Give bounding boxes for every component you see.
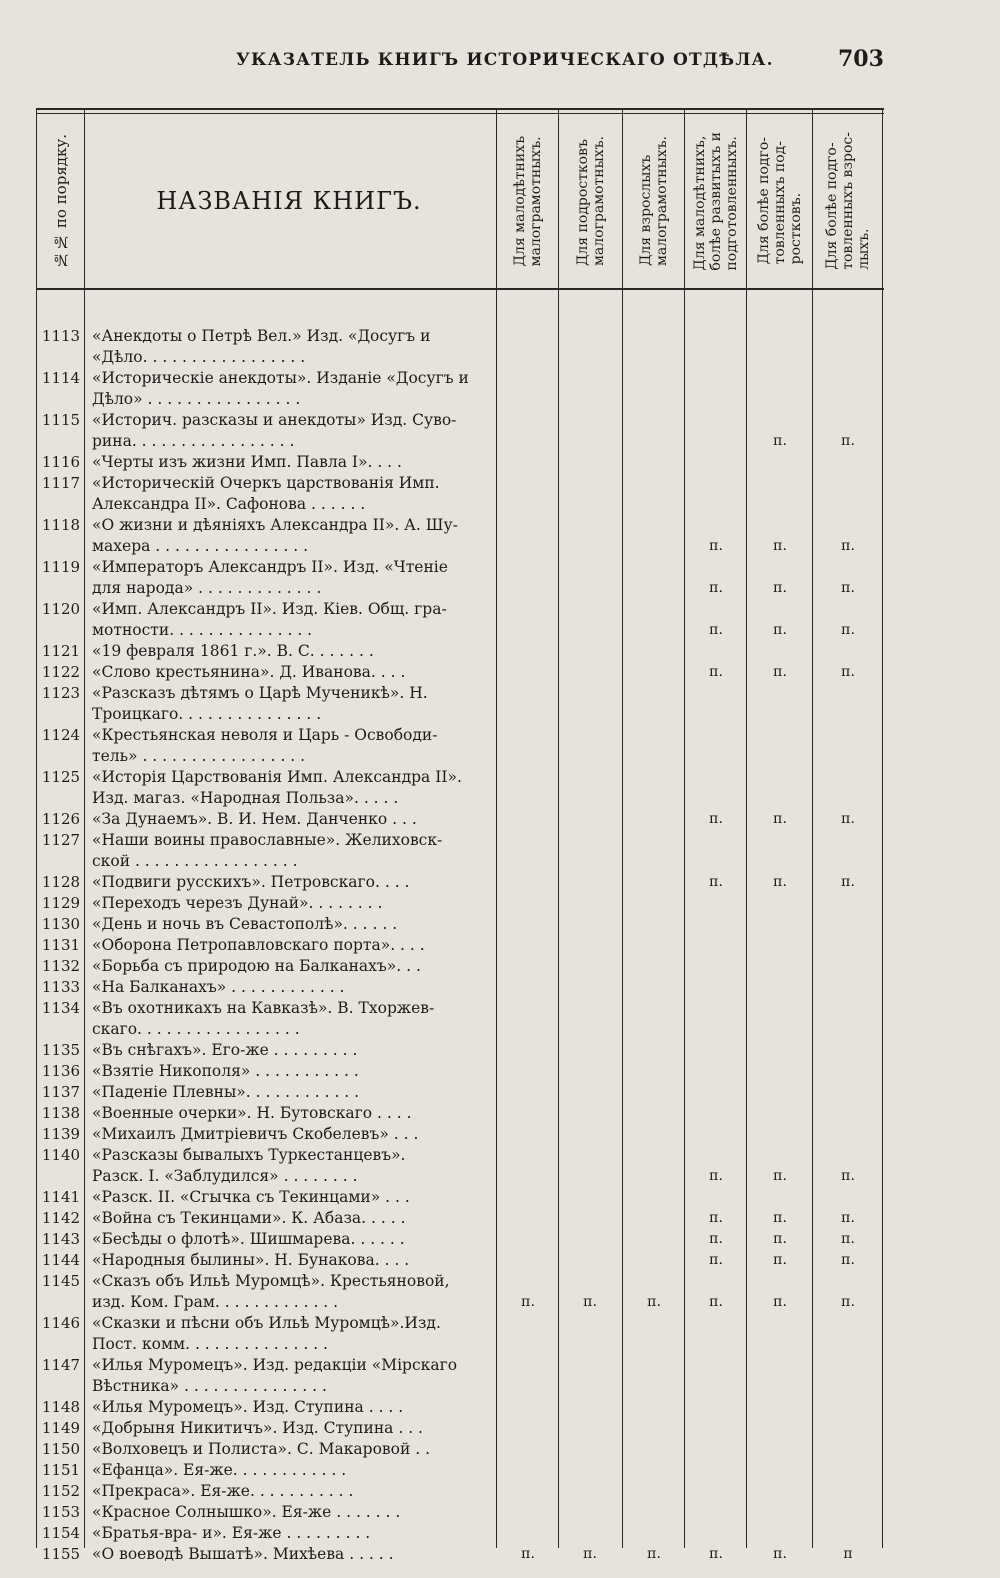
number-column-label: №№ по порядку. <box>52 133 70 269</box>
row-number: 1143 <box>41 1230 81 1248</box>
book-title: «Крестьянская неволя и Царь - Освободи- тель» . . . . . . . . . . . . . . . . . <box>92 726 438 765</box>
audience-mark: п. <box>773 580 787 596</box>
row-number: 1115 <box>41 411 81 429</box>
audience-mark: п. <box>709 1546 723 1562</box>
row-number: 1116 <box>41 453 81 471</box>
book-title: «Бесѣды о флотѣ». Шишмарева. . . . . . <box>92 1230 405 1248</box>
audience-mark: п. <box>773 1546 787 1562</box>
table-row <box>36 1355 884 1397</box>
table-row <box>36 515 884 557</box>
table-row <box>36 1271 884 1313</box>
audience-mark: п. <box>841 538 855 554</box>
book-title: «Имп. Александръ II». Изд. Кіев. Общ. гра- мотности. . . . . . . . . . . . . . . <box>92 600 447 639</box>
row-number: 1152 <box>41 1482 81 1500</box>
table-top-rule <box>36 108 884 110</box>
audience-mark: п. <box>841 1168 855 1184</box>
book-title: «19 февраля 1861 г.». В. С. . . . . . . <box>92 642 374 660</box>
audience-column-header <box>624 114 684 288</box>
audience-column-label: Для болѣе подго- товленныхъ под- ростковъ. <box>756 137 804 265</box>
book-title: «Сказки и пѣсни объ Ильѣ Муромцѣ».Изд. Пост. комм. . . . . . . . . . . . . . . <box>92 1314 441 1353</box>
book-title: «Взятіе Никополя» . . . . . . . . . . . <box>92 1062 359 1080</box>
row-number: 1119 <box>41 558 81 576</box>
book-title: «Подвиги русскихъ». Петровскаго. . . . <box>92 873 410 891</box>
row-number: 1126 <box>41 810 81 828</box>
row-number: 1125 <box>41 768 81 786</box>
row-number: 1132 <box>41 957 81 975</box>
table-row <box>36 767 884 809</box>
audience-mark: п. <box>841 1252 855 1268</box>
table-row <box>36 1544 884 1565</box>
audience-mark: п. <box>521 1294 535 1310</box>
audience-column-header <box>560 114 622 288</box>
book-title: «О жизни и дѣяніяхъ Александра II». А. Шу- махера . . . . . . . . . . . . . . . . <box>92 516 458 555</box>
book-title: «Сказъ объ Ильѣ Муромцѣ». Крестьяновой, изд. Ком. Грам. . . . . . . . . . . . . <box>92 1272 450 1311</box>
audience-mark: п. <box>841 433 855 449</box>
table-row <box>36 893 884 914</box>
audience-mark: п. <box>709 874 723 890</box>
table-row <box>36 1397 884 1418</box>
row-number: 1149 <box>41 1419 81 1437</box>
table-row <box>36 1481 884 1502</box>
audience-column-label: Для болѣе подго- товленныхъ взрос- лыхъ. <box>824 132 872 270</box>
book-title: «Борьба съ природою на Балканахъ». . . <box>92 957 421 975</box>
audience-mark: п. <box>773 811 787 827</box>
table-row <box>36 1124 884 1145</box>
table-row <box>36 1208 884 1229</box>
audience-mark: п. <box>709 622 723 638</box>
book-title: «Разсказъ дѣтямъ о Царѣ Мученикѣ». Н. Троицкаго. . . . . . . . . . . . . . . <box>92 684 428 723</box>
audience-mark: п. <box>709 1231 723 1247</box>
book-title: «Наши воины православные». Желиховск- ской . . . . . . . . . . . . . . . . . <box>92 831 443 870</box>
row-number: 1137 <box>41 1083 81 1101</box>
audience-mark: п. <box>709 811 723 827</box>
book-title: «Паденіе Плевны». . . . . . . . . . . . <box>92 1083 360 1101</box>
number-column-header <box>40 114 82 288</box>
audience-mark: п. <box>841 874 855 890</box>
audience-mark: п. <box>841 580 855 596</box>
table-row <box>36 872 884 893</box>
book-title: «Переходъ черезъ Дунай». . . . . . . . <box>92 894 383 912</box>
table-row <box>36 1418 884 1439</box>
row-number: 1133 <box>41 978 81 996</box>
table-row <box>36 914 884 935</box>
row-number: 1139 <box>41 1125 81 1143</box>
audience-column-header <box>814 114 882 288</box>
row-number: 1127 <box>41 831 81 849</box>
table-row <box>36 1103 884 1124</box>
table-row <box>36 473 884 515</box>
audience-mark: п. <box>841 1294 855 1310</box>
table-row <box>36 1523 884 1544</box>
book-title: «Народныя былины». Н. Бунакова. . . . <box>92 1251 410 1269</box>
book-title: «Ефанца». Ея-же. . . . . . . . . . . . <box>92 1461 347 1479</box>
audience-mark: п. <box>709 1294 723 1310</box>
book-title: «День и ночь въ Севастополѣ». . . . . . <box>92 915 398 933</box>
row-number: 1129 <box>41 894 81 912</box>
audience-mark: п. <box>841 664 855 680</box>
row-number: 1136 <box>41 1062 81 1080</box>
book-title: «Илья Муромецъ». Изд. Ступина . . . . <box>92 1398 404 1416</box>
book-title: «Братья-вра- и». Ея-же . . . . . . . . . <box>92 1524 371 1542</box>
book-title: «Военные очерки». Н. Бутовскаго . . . . <box>92 1104 412 1122</box>
table-row <box>36 410 884 452</box>
audience-mark: п. <box>647 1546 661 1562</box>
row-number: 1122 <box>41 663 81 681</box>
table-row <box>36 683 884 725</box>
audience-column-header <box>748 114 812 288</box>
book-title: «За Дунаемъ». В. И. Нем. Данченко . . . <box>92 810 417 828</box>
audience-mark: п. <box>773 1294 787 1310</box>
table-row <box>36 557 884 599</box>
running-header: УКАЗАТЕЛЬ КНИГЪ ИСТОРИЧЕСКАГО ОТДѢЛА. <box>236 50 774 70</box>
row-number: 1147 <box>41 1356 81 1374</box>
table-row <box>36 1502 884 1523</box>
audience-mark: п. <box>709 1210 723 1226</box>
audience-mark: п. <box>841 1231 855 1247</box>
book-title: «Историческіе анекдоты». Изданіе «Досугъ и Дѣло» . . . . . . . . . . . . . . . . <box>92 369 469 408</box>
book-title: «Анекдоты о Петрѣ Вел.» Изд. «Досугъ и «Дѣло. . . . . . . . . . . . . . . . . <box>92 327 431 366</box>
row-number: 1150 <box>41 1440 81 1458</box>
audience-mark: п. <box>709 664 723 680</box>
audience-mark: п. <box>583 1546 597 1562</box>
audience-column-label: Для малодѣтнихъ, болѣе развитыхъ и подготовленныхъ. <box>692 131 740 271</box>
row-number: 1117 <box>41 474 81 492</box>
row-number: 1145 <box>41 1272 81 1290</box>
table-row <box>36 1229 884 1250</box>
table-row <box>36 935 884 956</box>
row-number: 1118 <box>41 516 81 534</box>
audience-column-header <box>686 114 746 288</box>
audience-column-label: Для взрослыхъ малограмотныхъ. <box>638 136 670 266</box>
row-number: 1134 <box>41 999 81 1017</box>
audience-mark: п. <box>583 1294 597 1310</box>
table-row <box>36 599 884 641</box>
audience-column-label: Для малодѣтнихъ малограмотныхъ. <box>512 135 544 267</box>
row-number: 1123 <box>41 684 81 702</box>
book-title: «Прекраса». Ея-же. . . . . . . . . . . <box>92 1482 354 1500</box>
table-row <box>36 1313 884 1355</box>
row-number: 1113 <box>41 327 81 345</box>
table-row <box>36 998 884 1040</box>
book-title: «Историч. разсказы и анекдоты» Изд. Суво- рина. . . . . . . . . . . . . . . . . <box>92 411 457 450</box>
audience-mark: п. <box>773 664 787 680</box>
table-row <box>36 452 884 473</box>
table-row <box>36 1061 884 1082</box>
book-title: «Волховецъ и Полиста». С. Макаровой . . <box>92 1440 431 1458</box>
row-number: 1153 <box>41 1503 81 1521</box>
audience-mark: п. <box>709 538 723 554</box>
row-number: 1124 <box>41 726 81 744</box>
audience-mark: п. <box>773 1168 787 1184</box>
title-column-header: НАЗВАНІЯ КНИГЪ. <box>156 187 422 215</box>
row-number: 1154 <box>41 1524 81 1542</box>
audience-mark: п. <box>773 622 787 638</box>
book-title: «Добрыня Никитичъ». Изд. Ступина . . . <box>92 1419 423 1437</box>
audience-mark: п. <box>773 1210 787 1226</box>
table-row <box>36 662 884 683</box>
row-number: 1135 <box>41 1041 81 1059</box>
book-title: «Историческій Очеркъ царствованія Имп. Александра II». Сафонова . . . . . . <box>92 474 440 513</box>
audience-mark: п. <box>773 874 787 890</box>
table-row <box>36 1187 884 1208</box>
table-row <box>36 1082 884 1103</box>
audience-mark: п. <box>709 1168 723 1184</box>
book-title: «Въ снѣгахъ». Его-же . . . . . . . . . <box>92 1041 358 1059</box>
table-row <box>36 830 884 872</box>
row-number: 1155 <box>41 1545 81 1563</box>
audience-mark: п. <box>841 622 855 638</box>
row-number: 1138 <box>41 1104 81 1122</box>
row-number: 1130 <box>41 915 81 933</box>
audience-mark: п. <box>709 580 723 596</box>
book-index-table <box>36 108 884 1563</box>
row-number: 1148 <box>41 1398 81 1416</box>
audience-mark: п. <box>773 1252 787 1268</box>
page-number: 703 <box>838 46 884 72</box>
row-number: 1121 <box>41 642 81 660</box>
header-bottom-rule <box>36 288 884 290</box>
audience-mark: п. <box>521 1546 535 1562</box>
book-title: «Красное Солнышко». Ея-же . . . . . . . <box>92 1503 401 1521</box>
table-row <box>36 1145 884 1187</box>
row-number: 1141 <box>41 1188 81 1206</box>
audience-mark: п. <box>841 1210 855 1226</box>
audience-mark: п. <box>773 538 787 554</box>
row-number: 1128 <box>41 873 81 891</box>
book-title: «Оборона Петропавловскаго порта». . . . <box>92 936 425 954</box>
row-number: 1140 <box>41 1146 81 1164</box>
row-number: 1146 <box>41 1314 81 1332</box>
table-row <box>36 1040 884 1061</box>
table-row <box>36 368 884 410</box>
audience-mark: п. <box>647 1294 661 1310</box>
table-row <box>36 641 884 662</box>
book-title: «Слово крестьянина». Д. Иванова. . . . <box>92 663 406 681</box>
table-row <box>36 326 884 368</box>
audience-mark: п. <box>773 433 787 449</box>
audience-column-label: Для подростковъ малограмотныхъ. <box>575 136 607 266</box>
row-number: 1142 <box>41 1209 81 1227</box>
table-row <box>36 977 884 998</box>
book-title: «Илья Муромецъ». Изд. редакціи «Мірскаго Вѣстника» . . . . . . . . . . . . . . . <box>92 1356 458 1395</box>
book-title: «Исторія Царствованія Имп. Александра II». Изд. магаз. «Народная Польза». . . . . <box>92 768 462 807</box>
table-row <box>36 725 884 767</box>
table-row <box>36 1439 884 1460</box>
table-row <box>36 1250 884 1271</box>
book-title: «Въ охотникахъ на Кавказѣ». В. Тхоржев- скаго. . . . . . . . . . . . . . . . . <box>92 999 435 1038</box>
book-title: «Михаилъ Дмитріевичъ Скобелевъ» . . . <box>92 1125 419 1143</box>
row-number: 1151 <box>41 1461 81 1479</box>
book-title: «На Балканахъ» . . . . . . . . . . . . <box>92 978 345 996</box>
table-row <box>36 1460 884 1481</box>
audience-mark: п <box>843 1546 853 1562</box>
row-number: 1120 <box>41 600 81 618</box>
table-row <box>36 809 884 830</box>
row-number: 1114 <box>41 369 81 387</box>
book-title: «Война съ Текинцами». К. Абаза. . . . . <box>92 1209 406 1227</box>
row-number: 1131 <box>41 936 81 954</box>
row-number: 1144 <box>41 1251 81 1269</box>
book-title: «Разск. II. «Сгычка съ Текинцами» . . . <box>92 1188 410 1206</box>
table-row <box>36 956 884 977</box>
book-title: «О воеводѣ Вышатѣ». Михѣева . . . . . <box>92 1545 394 1563</box>
audience-mark: п. <box>841 811 855 827</box>
book-title: «Императоръ Александръ II». Изд. «Чтеніе для народа» . . . . . . . . . . . . . <box>92 558 448 597</box>
audience-mark: п. <box>773 1231 787 1247</box>
book-title: «Черты изъ жизни Имп. Павла I». . . . <box>92 453 402 471</box>
audience-mark: п. <box>709 1252 723 1268</box>
audience-column-header <box>498 114 558 288</box>
book-title: «Разсказы бывалыхъ Туркестанцевъ». Разск. I. «Заблудился» . . . . . . . . <box>92 1146 406 1185</box>
